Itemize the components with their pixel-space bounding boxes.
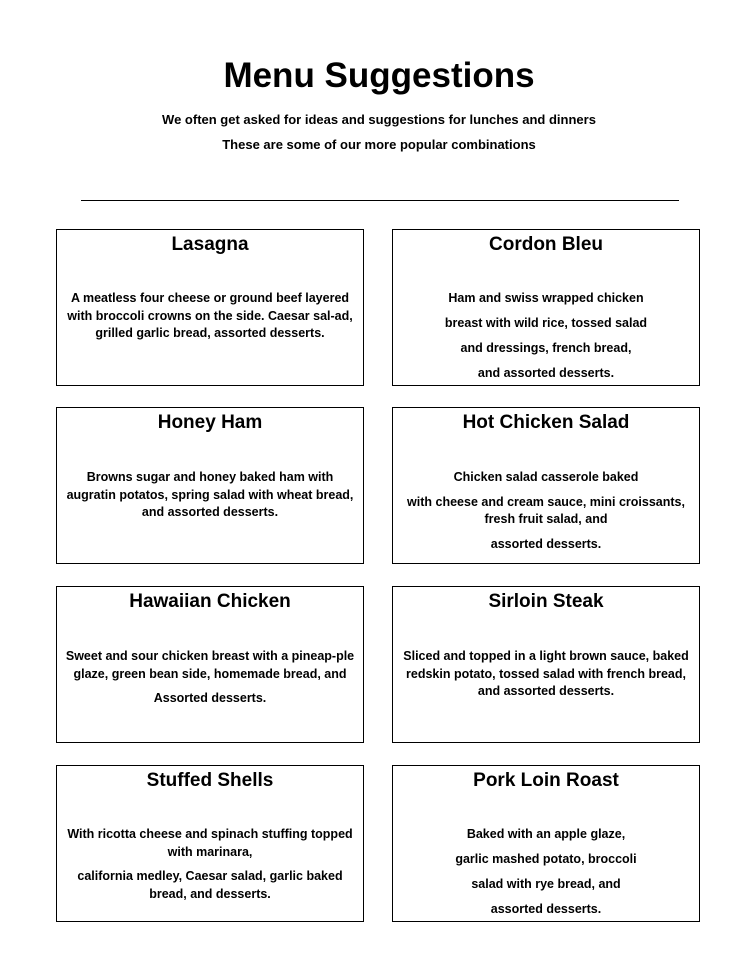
intro-line-2: These are some of our more popular combinations: [222, 137, 536, 152]
menu-card-title: Pork Loin Roast: [473, 770, 619, 791]
menu-card-hot-chicken-salad: [392, 407, 700, 564]
menu-card-title: Lasagna: [171, 234, 249, 255]
menu-card-cordon-bleu: [392, 229, 700, 386]
menu-card-title: Honey Ham: [157, 412, 263, 433]
description-line: with cheese and cream sauce, mini croissants, fresh fruit salad, and: [407, 494, 685, 526]
menu-card-lasagna: [56, 229, 364, 386]
description-line: Sweet and sour chicken breast with a pineap-ple glaze, green bean side, homemade bread, and: [65, 649, 355, 681]
menu-card-title: Hot Chicken Salad: [462, 412, 630, 433]
description-line: california medley, Caesar salad, garlic baked bread, and desserts.: [77, 869, 343, 901]
description-line: breast with wild rice, tossed salad: [444, 316, 648, 330]
description-line: A meatless four cheese or ground beef layered with broccoli crowns on the side. Caesar sal-ad, grilled garlic bread, assorted desserts.: [67, 291, 353, 340]
description-line: garlic mashed potato, broccoli: [455, 852, 637, 866]
menu-card-description: [397, 648, 695, 701]
description-line: Assorted desserts.: [153, 691, 267, 705]
description-line: Chicken salad casserole baked: [453, 470, 639, 484]
description-line: With ricotta cheese and spinach stuffing topped with marinara,: [67, 827, 353, 859]
menu-card-stuffed-shells: [56, 765, 364, 922]
intro-line-1: We often get asked for ideas and suggestions for lunches and dinners: [162, 112, 596, 127]
menu-card-description: [397, 290, 695, 390]
menu-card-sirloin-steak: [392, 586, 700, 743]
menu-card-honey-ham: [56, 407, 364, 564]
menu-card-title: Sirloin Steak: [488, 591, 604, 612]
description-line: Sliced and topped in a light brown sauce, baked redskin potato, tossed salad with french bread, and assorted desserts.: [403, 649, 689, 698]
menu-card-description: [61, 290, 359, 343]
description-line: and assorted desserts.: [477, 366, 615, 380]
description-line: assorted desserts.: [490, 536, 602, 551]
menu-card-description: [61, 648, 359, 708]
menu-card-title: Stuffed Shells: [146, 770, 274, 791]
menu-card-description: [61, 469, 359, 522]
description-line: Baked with an apple glaze,: [466, 827, 626, 841]
menu-card-pork-loin-roast: [392, 765, 700, 922]
menu-card-title: Cordon Bleu: [489, 234, 603, 255]
menu-card-description: [397, 826, 695, 926]
page-title: Menu Suggestions: [223, 56, 535, 95]
description-line: and dressings, french bread,: [460, 341, 632, 355]
description-line: Browns sugar and honey baked ham with augratin potatos, spring salad with wheat bread, and assorted desserts.: [66, 470, 354, 519]
description-line: salad with rye bread, and: [471, 877, 621, 891]
description-line: Ham and swiss wrapped chicken: [448, 291, 644, 305]
divider-rule: [81, 200, 679, 201]
description-line: assorted desserts.: [490, 902, 602, 916]
menu-card-hawaiian-chicken: [56, 586, 364, 743]
menu-card-title: Hawaiian Chicken: [129, 591, 291, 612]
menu-card-description: [397, 469, 695, 553]
menu-card-description: [61, 826, 359, 903]
